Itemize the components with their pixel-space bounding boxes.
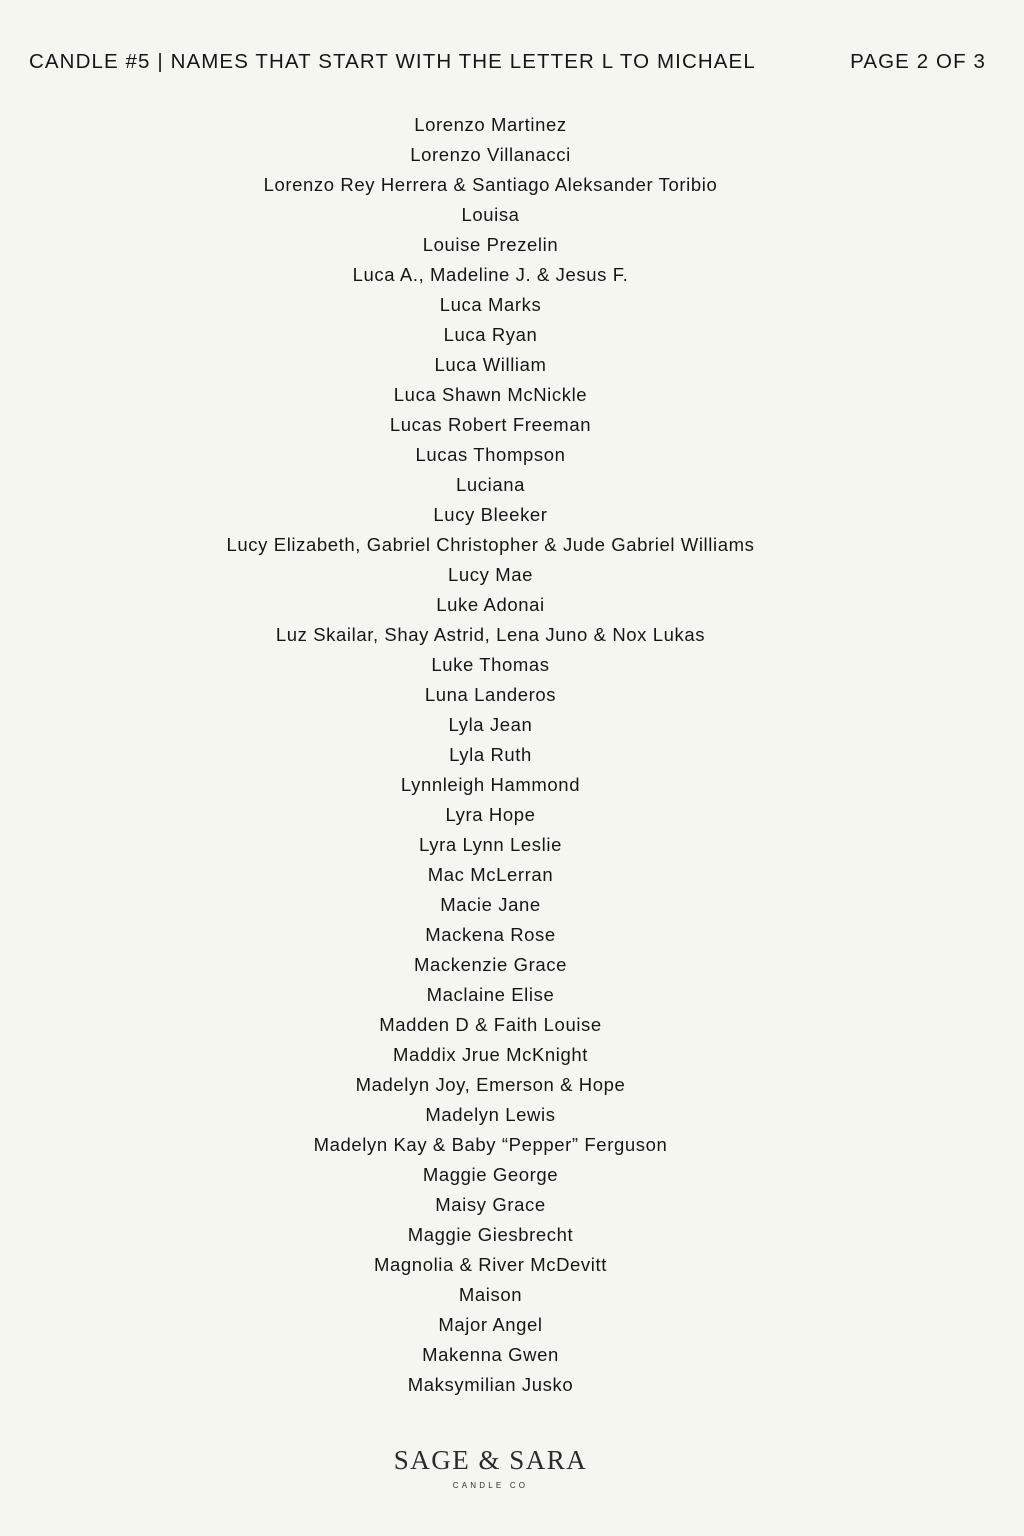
list-item: Lorenzo Villanacci bbox=[410, 144, 571, 165]
list-item: Maddix Jrue McKnight bbox=[392, 1044, 589, 1065]
list-item: Luna Landeros bbox=[424, 684, 557, 705]
list-item: Mackena Rose bbox=[425, 924, 556, 945]
list-item: Lyla Ruth bbox=[449, 744, 532, 765]
list-item: Maksymilian Jusko bbox=[407, 1374, 574, 1395]
list-item: Magnolia & River McDevitt bbox=[374, 1254, 607, 1275]
list-item: Luciana bbox=[455, 474, 525, 495]
list-item: Louise Prezelin bbox=[422, 234, 559, 255]
page-title: CANDLE #5 | NAMES THAT START WITH THE LETTER L TO MICHAEL bbox=[29, 50, 756, 73]
list-item: Maclaine Elise bbox=[426, 984, 555, 1005]
list-item: Luca Marks bbox=[439, 294, 542, 315]
logo-tagline: CANDLE CO bbox=[452, 1481, 529, 1490]
page-header bbox=[29, 48, 986, 76]
list-item: Makenna Gwen bbox=[422, 1344, 559, 1365]
list-item: Lucas Thompson bbox=[415, 444, 566, 465]
logo-wordmark: SAGE & SARA bbox=[393, 1445, 588, 1475]
list-item: Lucy Bleeker bbox=[433, 504, 548, 525]
list-item: Luke Adonai bbox=[436, 594, 545, 615]
list-item: Lorenzo Martinez bbox=[414, 114, 567, 135]
list-item: Maison bbox=[458, 1284, 523, 1305]
list-item: Lorenzo Rey Herrera & Santiago Aleksander Toribio bbox=[263, 174, 718, 195]
list-item: Lyra Hope bbox=[445, 804, 536, 825]
list-item: Madelyn Lewis bbox=[425, 1104, 556, 1125]
list-item: Lucy Mae bbox=[447, 564, 533, 585]
list-item: Maggie Giesbrecht bbox=[407, 1224, 574, 1245]
names-list bbox=[0, 110, 981, 1400]
list-item: Lucy Elizabeth, Gabriel Christopher & Jude Gabriel Williams bbox=[226, 534, 755, 555]
list-item: Lynnleigh Hammond bbox=[400, 774, 581, 795]
list-item: Maggie George bbox=[422, 1164, 559, 1185]
list-item: Mac McLerran bbox=[427, 864, 554, 885]
page-number: PAGE 2 OF 3 bbox=[850, 50, 986, 73]
list-item: Maisy Grace bbox=[435, 1194, 546, 1215]
list-item: Madelyn Kay & Baby “Pepper” Ferguson bbox=[313, 1134, 668, 1155]
list-item: Mackenzie Grace bbox=[414, 954, 567, 975]
list-item: Louisa bbox=[461, 204, 520, 225]
list-item: Luz Skailar, Shay Astrid, Lena Juno & Nox Lukas bbox=[275, 624, 706, 645]
list-item: Lucas Robert Freeman bbox=[389, 414, 592, 435]
brand-logo bbox=[0, 1440, 981, 1492]
list-item: Luca A., Madeline J. & Jesus F. bbox=[352, 264, 629, 285]
list-item: Luca William bbox=[434, 354, 547, 375]
list-item: Lyla Jean bbox=[448, 714, 533, 735]
list-item: Luke Thomas bbox=[431, 654, 550, 675]
list-item: Madden D & Faith Louise bbox=[379, 1014, 602, 1035]
list-item: Luca Ryan bbox=[443, 324, 538, 345]
list-item: Luca Shawn McNickle bbox=[393, 384, 588, 405]
list-item: Major Angel bbox=[438, 1314, 543, 1335]
list-item: Madelyn Joy, Emerson & Hope bbox=[355, 1074, 626, 1095]
list-item: Lyra Lynn Leslie bbox=[419, 834, 562, 855]
list-item: Macie Jane bbox=[440, 894, 541, 915]
